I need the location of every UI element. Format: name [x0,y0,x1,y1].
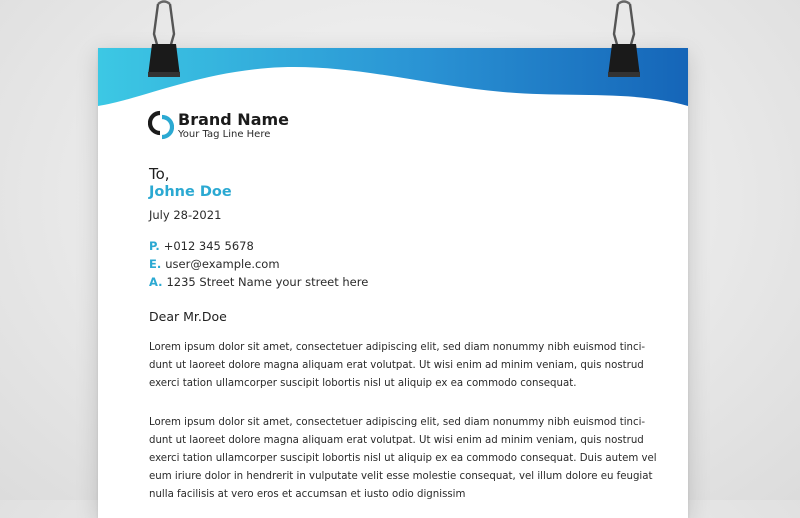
binder-clip-icon [600,0,648,80]
contact-email-key: E. [149,257,162,271]
contact-address-key: A. [149,275,163,289]
contact-phone-value: +012 345 5678 [163,239,254,253]
body-paragraph-1 [149,339,649,393]
binder-clip-icon [140,0,188,80]
paragraph-line: eum iriure dolor in hendrerit in vulputate velit esse molestie consequat, vel illum dolore eu feugiat [149,471,653,482]
body-paragraph-2 [149,414,657,504]
letter-date: July 28-2021 [149,208,222,222]
contact-address-value: 1235 Street Name your street here [166,275,369,289]
salutation: Dear Mr.Doe [149,309,227,324]
contact-phone-key: P. [149,239,160,253]
brand-name: Brand Name [178,110,290,129]
paragraph-line: exerci tation ullamcorper suscipit lobortis nisl ut aliquip ex ea commodo consequat. [149,378,577,389]
contact-email-value: user@example.com [165,257,280,271]
contact-address [149,275,368,289]
contact-email [149,257,280,271]
paragraph-line: nulla facilisis at vero eros et accumsan et iusto odio dignissim [149,489,466,500]
paragraph-line: Lorem ipsum dolor sit amet, consectetuer adipiscing elit, sed diam nonummy nibh euismod tinci- [149,417,646,428]
paragraph-line: dunt ut laoreet dolore magna aliquam erat volutpat. Ut wisi enim ad minim veniam, quis nostrud [149,360,644,371]
to-label: To, [149,165,170,183]
letterhead-paper [98,48,688,518]
paragraph-line: exerci tation ullamcorper suscipit lobortis nisl ut aliquip ex ea commodo consequat. Duis autem vel [149,453,657,464]
contact-phone [149,239,254,253]
brand-tagline: Your Tag Line Here [178,129,271,140]
paragraph-line: dunt ut laoreet dolore magna aliquam erat volutpat. Ut wisi enim ad minim veniam, quis nostrud [149,435,644,446]
paragraph-line: Lorem ipsum dolor sit amet, consectetuer adipiscing elit, sed diam nonummy nibh euismod tinci- [149,342,646,353]
brand-logo-icon [148,110,174,140]
recipient-name: Johne Doe [149,184,232,200]
